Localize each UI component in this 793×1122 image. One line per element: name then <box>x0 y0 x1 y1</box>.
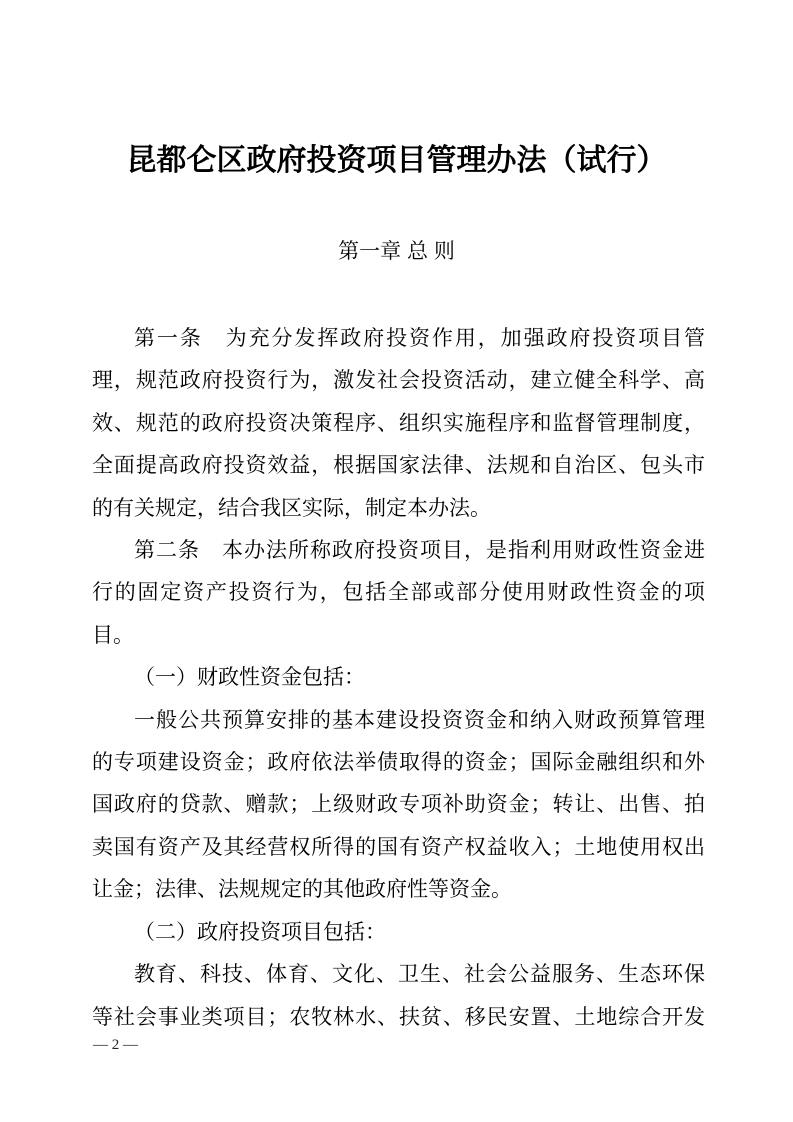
body-line: 国政府的贷款、赠款；上级财政专项补助资金；转让、出售、拍 <box>92 793 705 817</box>
body-line: 第一条 为充分发挥政府投资作用，加强政府投资项目管 <box>134 327 705 350</box>
body-line: 效、规范的政府投资决策程序、组织实施程序和监督管理制度， <box>92 411 705 435</box>
body-line: 卖国有资产及其经营权所得的国有资产权益收入；土地使用权出 <box>92 835 705 859</box>
body-line: （一）财政性资金包括： <box>134 666 365 690</box>
chapter-heading: 第一章 总 则 <box>338 240 455 263</box>
body-line: 的有关规定，结合我区实际，制定本办法。 <box>92 496 491 520</box>
page-number: — 2 — <box>93 1037 138 1053</box>
body-line: 行的固定资产投资行为，包括全部或部分使用财政性资金的项 <box>92 581 705 605</box>
body-line: 的专项建设资金；政府依法举债取得的资金；国际金融组织和外 <box>92 751 705 775</box>
body-line: 第二条 本办法所称政府投资项目，是指利用财政性资金进 <box>134 539 705 563</box>
body-line: 理，规范政府投资行为，激发社会投资活动，建立健全科学、高 <box>92 369 705 393</box>
body-line: 全面提高政府投资效益，根据国家法律、法规和自治区、包头市 <box>92 454 705 478</box>
body-line: 让金；法律、法规规定的其他政府性等资金。 <box>92 878 512 902</box>
body-line: 目。 <box>92 623 134 647</box>
document-body <box>92 318 705 1039</box>
document-title: 昆都仑区政府投资项目管理办法（试行） <box>126 144 667 177</box>
body-line: 教育、科技、体育、文化、卫生、社会公益服务、生态环保 <box>134 963 705 987</box>
body-line: 等社会事业类项目；农牧林水、扶贫、移民安置、土地综合开发 <box>92 1005 705 1029</box>
body-line: 一般公共预算安排的基本建设投资资金和纳入财政预算管理 <box>134 708 705 732</box>
body-line: （二）政府投资项目包括： <box>134 920 386 944</box>
